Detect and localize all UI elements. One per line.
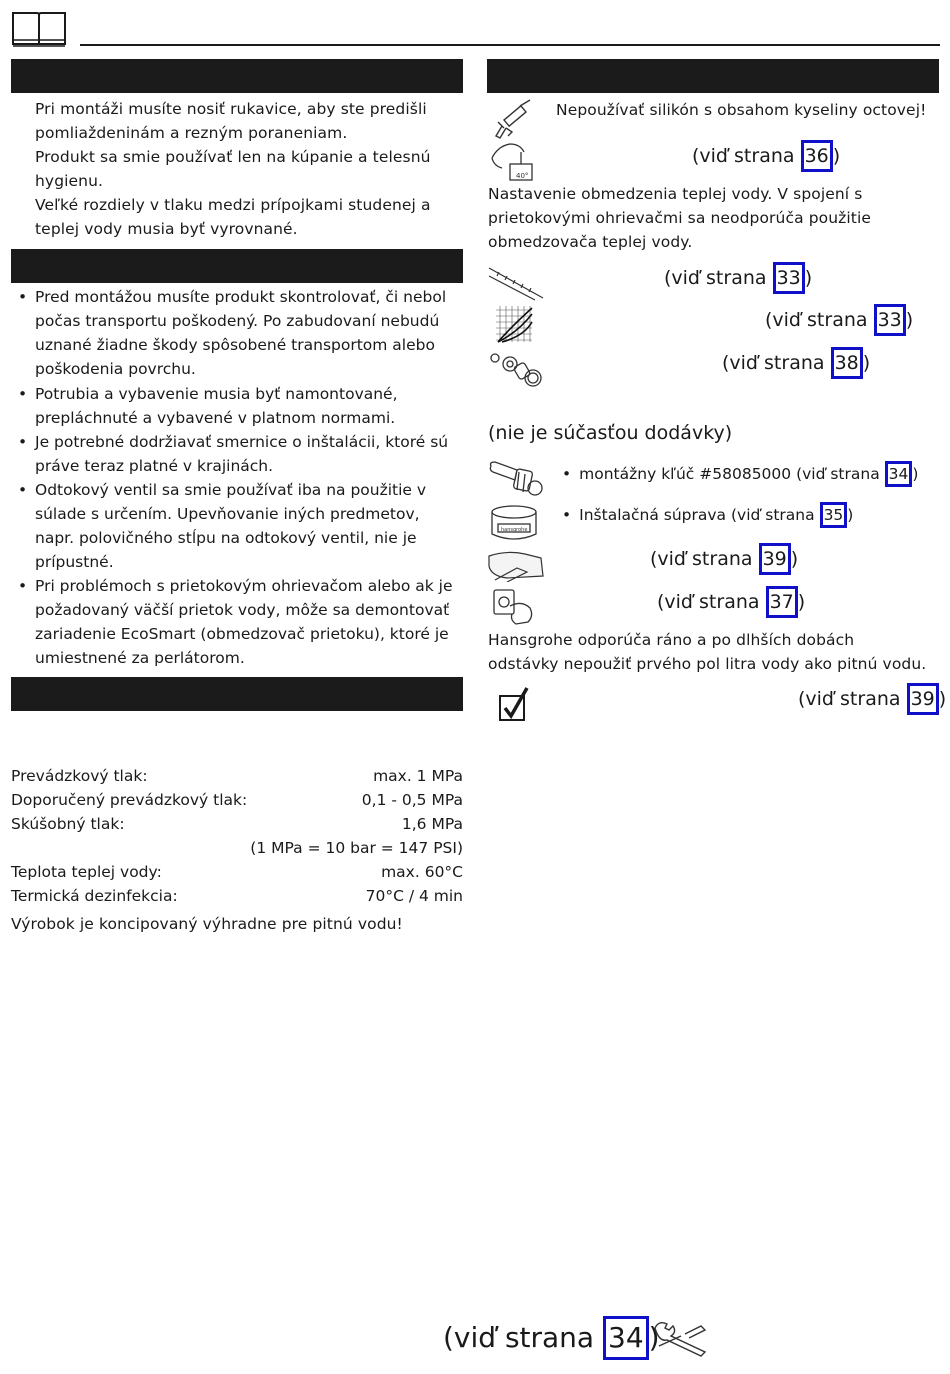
footer-page-ref (443, 1316, 660, 1360)
ref-prefix: (viď strana (664, 267, 773, 289)
ref-suffix: ) (832, 145, 841, 167)
spec-label: Skúšobný tlak: (11, 815, 125, 833)
text-line: Je potrebné dodržiavať smernice o inštalácii, ktoré sú (35, 433, 449, 451)
ref-suffix: ) (847, 506, 854, 524)
spec-label: Prevádzkový tlak: (11, 767, 148, 785)
ref-suffix: ) (648, 1321, 660, 1354)
text-line: práve teraz platné v krajinách. (35, 457, 274, 475)
tool-label: Inštalačná súprava (viď strana (579, 506, 820, 524)
ref-suffix: ) (938, 688, 947, 710)
text-line: Pred montážou musíte produkt skontrolovať, či nebol (35, 288, 447, 306)
page-link[interactable]: 34 (603, 1316, 649, 1360)
page-ref (664, 262, 812, 294)
installation-kit-icon (488, 502, 540, 550)
text-line: prepláchnuté a vybavené v platnom normami. (35, 409, 396, 427)
ref-suffix: ) (862, 352, 871, 374)
spec-value: 1,6 MPa (401, 815, 463, 833)
ref-suffix: ) (912, 465, 919, 483)
spec-label: Termická dezinfekcia: (11, 887, 178, 905)
flush-hand-icon (488, 586, 540, 630)
text-line: prietokovými ohrievačmi sa neodporúča použitie (488, 209, 872, 227)
page-link[interactable]: 36 (801, 140, 833, 172)
page-link[interactable]: 33 (874, 304, 906, 336)
page-link[interactable]: 33 (773, 262, 805, 294)
text-line: Pri problémoch s prietokovým ohrievačom alebo ak je (35, 577, 453, 595)
spec-value: (1 MPa = 10 bar = 147 PSI) (250, 839, 463, 857)
page-ref (657, 586, 805, 618)
text-line: napr. polovičného stĺpu na odtokový ventil, nie je (35, 529, 417, 547)
header-rule (80, 44, 940, 46)
page-link[interactable]: 39 (759, 543, 791, 575)
ref-prefix: (viď strana (443, 1321, 603, 1354)
mounting-key-icon (487, 460, 545, 504)
text-line: prípustné. (35, 553, 114, 571)
page-ref (765, 304, 913, 336)
text-line: umiestnené za perlátorom. (35, 649, 245, 667)
svg-text:40°: 40° (516, 172, 529, 180)
dimension-ruler-icon (487, 262, 545, 306)
text-line: Veľké rozdiely v tlaku medzi prípojkami studenej a (35, 196, 431, 214)
page-link[interactable]: 35 (820, 502, 848, 528)
ref-suffix: ) (797, 591, 806, 613)
thermostat-hand-icon (488, 138, 540, 188)
text-line: uznané žiadne škody spôsobené transportom alebo (35, 336, 435, 354)
section-bar-technical-data (11, 677, 463, 711)
page-ref (798, 683, 946, 715)
bullet-item: • Potrubia a vybavenie musia byť namontované, prepláchnuté a vybavené v platnom normami. (35, 382, 465, 430)
text-line: Produkt sa smie používať len na kúpanie a telesnú (35, 148, 431, 166)
ref-prefix: (viď strana (722, 352, 831, 374)
wrench-screwdriver-icon (648, 1318, 709, 1362)
ref-prefix: (viď strana (657, 591, 766, 613)
ref-prefix: (viď strana (798, 688, 907, 710)
text-line: poškodenia povrchu. (35, 360, 196, 378)
page-ref (692, 140, 840, 172)
ref-prefix: (viď strana (692, 145, 801, 167)
hot-water-limit-text (488, 182, 943, 254)
section-bar-safety (11, 59, 463, 93)
section-bar-installation (11, 249, 463, 283)
text-line: požadovaný väčší prietok vody, môže sa demontovať (35, 601, 450, 619)
flow-diagram-icon (496, 306, 534, 348)
spec-value: 0,1 - 0,5 MPa (361, 791, 463, 809)
ref-prefix: (viď strana (765, 309, 874, 331)
silicone-warning: Nepoužívať silikón s obsahom kyseliny octovej! (556, 101, 927, 119)
page-ref (722, 347, 870, 379)
spec-value: max. 60°C (381, 863, 463, 881)
open-book-icon (11, 10, 67, 52)
spec-value: 70°C / 4 min (365, 887, 463, 905)
ref-suffix: ) (790, 548, 799, 570)
text-line: Potrubia a vybavenie musia byť namontované, (35, 385, 398, 403)
text-line: Hansgrohe odporúča ráno a po dlhších dobách (488, 631, 855, 649)
text-line: Nastavenie obmedzenia teplej vody. V spojení s (488, 185, 863, 203)
bullet-item: • Odtokový ventil sa smie používať iba na použitie v súlade s určením. Upevňovanie iných predmetov, napr. polovičného stĺpu na odtokový ventil, nie je prípustné. (35, 478, 465, 574)
tool-label: montážny kľúč #58085000 (viď strana (579, 465, 885, 483)
text-line: pomliaždeninám a rezným poraneniam. (35, 124, 348, 142)
page-ref (650, 543, 798, 575)
text-line: hygienu. (35, 172, 104, 190)
tool-item (562, 500, 853, 530)
ref-suffix: ) (804, 267, 813, 289)
bullet-item: • Pri problémoch s prietokovým ohrievačom alebo ak je požadovaný väčší prietok vody, môže sa demontovať zariadenie EcoSmart (obmedzovač prietoku), ktoré je umiestnené za perlátorom. (35, 574, 465, 670)
cleaning-hand-icon (487, 546, 545, 586)
hansgrohe-recommendation (488, 628, 948, 676)
page-link[interactable]: 39 (907, 683, 939, 715)
bullet-dot: • (562, 506, 572, 524)
page-link[interactable]: 38 (831, 347, 863, 379)
not-included-heading: (nie je súčasťou dodávky) (488, 422, 733, 444)
bullet-item: • Pred montážou musíte produkt skontrolovať, či nebol počas transportu poškodený. Po zabudovaní nebudú uznané žiadne škody spôsobené transportom alebo poškodenia povrchu. (35, 285, 465, 381)
safety-text (35, 97, 465, 241)
text-line: teplej vody musia byť vyrovnané. (35, 220, 298, 238)
parts-set-icon (488, 350, 544, 394)
page-link[interactable]: 34 (885, 461, 913, 487)
spec-label: Doporučený prevádzkový tlak: (11, 791, 248, 809)
spec-label: Teplota teplej vody: (11, 863, 162, 881)
tool-item (562, 459, 918, 489)
bullet-item: • Je potrebné dodržiavať smernice o inštalácii, ktoré sú práve teraz platné v krajinách. (35, 430, 465, 478)
checkbox-checked-icon (497, 686, 531, 728)
page-link[interactable]: 37 (766, 586, 798, 618)
spec-value: max. 1 MPa (373, 767, 463, 785)
text-line: súlade s určením. Upevňovanie iných predmetov, (35, 505, 420, 523)
bullet-dot: • (562, 465, 572, 483)
ref-suffix: ) (905, 309, 914, 331)
text-line: zariadenie EcoSmart (obmedzovač prietoku), ktoré je (35, 625, 449, 643)
text-line: počas transportu poškodený. Po zabudovaní nebudú (35, 312, 440, 330)
section-bar-notes (487, 59, 939, 93)
text-line: odstávky nepoužiť prvého pol litra vody ako pitnú vodu. (488, 655, 927, 673)
ref-prefix: (viď strana (650, 548, 759, 570)
text-line: obmedzovača teplej vody. (488, 233, 693, 251)
text-line: Odtokový ventil sa smie používať iba na použitie v (35, 481, 427, 499)
svg-text:hansgrohe: hansgrohe (501, 527, 528, 533)
text-line: Pri montáži musíte nosiť rukavice, aby ste predišli (35, 100, 427, 118)
drinking-water-note: Výrobok je koncipovaný výhradne pre pitnú vodu! (11, 915, 403, 933)
